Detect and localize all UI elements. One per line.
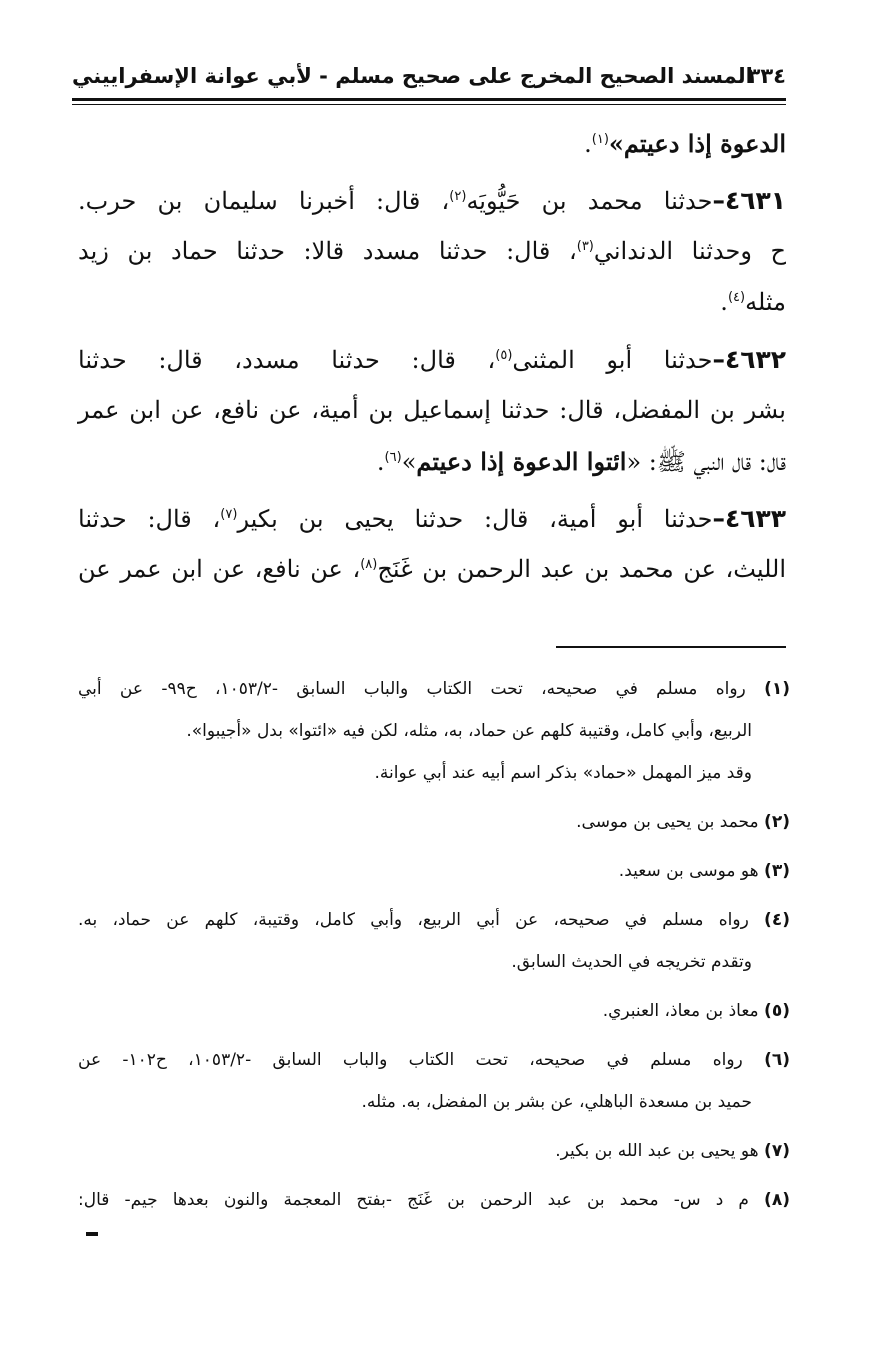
text-fragment: ، قال: أخبرنا سليمان بن حرب.	[78, 187, 450, 215]
footnote-line	[78, 1130, 790, 1172]
footnote-line	[78, 990, 790, 1032]
hadith-4631-line-1	[78, 175, 786, 226]
footnote-line	[78, 1081, 790, 1123]
hadith-4632-line-3	[78, 436, 786, 487]
text-fragment: حدثنا محمد بن حَيُّويَه	[466, 187, 713, 215]
text-fragment: بشر بن المفضل، قال: حدثنا إسماعيل بن أمية، عن نافع، عن ابن عمر	[78, 396, 786, 424]
text-fragment: ، قال: حدثنا	[78, 505, 221, 533]
text-fragment: حدثنا أبو أمية، قال: حدثنا يحيى بن بكير	[237, 505, 713, 533]
footnote-line	[78, 1039, 790, 1081]
footnote-3	[78, 850, 790, 892]
footnote-line	[78, 668, 790, 710]
footnote-text: معاذ بن معاذ، العنبري.	[602, 1001, 759, 1021]
footnote-separator	[556, 646, 786, 648]
footnote-7	[78, 1130, 790, 1172]
header-rule	[72, 98, 786, 101]
prophetic-quote: ائتوا الدعوة إذا دعيتم	[416, 447, 627, 476]
footnote-line	[78, 941, 790, 983]
footnote-text: رواه مسلم في صحيحه، تحت الكتاب والباب السابق -١٠٥٣/٢، ح٩٩- عن أبي	[78, 679, 746, 699]
text-fragment: .	[720, 288, 728, 316]
hadith-number-4631: ٤٦٣١–	[712, 186, 786, 215]
footnote-mark: (٧)	[764, 1141, 790, 1161]
footnote-line	[78, 801, 790, 843]
main-text	[78, 118, 786, 595]
footnote-5	[78, 990, 790, 1032]
hadith-4633-line-2	[78, 544, 786, 595]
page-header	[72, 60, 786, 100]
footnote-mark: (٢)	[764, 812, 790, 832]
footnote-ref-4: (٤)	[727, 290, 746, 305]
text-fragment: مثله	[745, 288, 786, 316]
text-fragment: ، قال: حدثنا مسدد، قال: حدثنا	[78, 346, 496, 374]
footnote-text: محمد بن يحيى بن موسى.	[576, 812, 759, 832]
hadith-4631-line-3	[78, 277, 786, 328]
footnote-line	[78, 1179, 790, 1221]
footnote-text: رواه مسلم في صحيحه، عن أبي الربيع، وأبي كامل، وقتيبة، كلهم عن حماد، به.	[78, 910, 749, 930]
footnote-1	[78, 668, 790, 794]
continuation-mark	[86, 1232, 98, 1236]
footnote-2	[78, 801, 790, 843]
footnote-text: وتقدم تخريجه في الحديث السابق.	[511, 952, 752, 972]
footnote-line	[78, 752, 790, 794]
footnote-mark: (١)	[764, 679, 791, 699]
footnote-text: حميد بن مسعدة الباهلي، عن بشر بن المفضل، به. مثله.	[361, 1092, 752, 1112]
footnote-text: م د س- محمد بن عبد الرحمن بن غَنَج -بفتح المعجمة والنون بعدها جيم- قال:	[78, 1190, 749, 1210]
footnote-ref-7: (٧)	[220, 507, 238, 522]
running-title: المسند الصحيح المخرج على صحيح مسلم - لأبي عوانة الإسفراييني	[72, 64, 753, 88]
footnote-8	[78, 1179, 790, 1221]
header-rule-thin	[72, 104, 786, 105]
footnote-text: رواه مسلم في صحيحه، تحت الكتاب والباب السابق -١٠٥٣/٢، ح١٠٢- عن	[78, 1050, 743, 1070]
footnote-line	[78, 850, 790, 892]
text-fragment: قال: قال النبي ﷺ: «	[626, 448, 786, 476]
footnote-ref-6: (٦)	[384, 450, 402, 465]
hadith-4631-line-2	[78, 226, 786, 277]
footnote-ref-1: (١)	[591, 132, 609, 147]
hadith-number-4633: ٤٦٣٣–	[712, 504, 786, 533]
text-fragment: »	[401, 448, 417, 476]
footnote-6	[78, 1039, 790, 1123]
footnote-line	[78, 710, 790, 752]
text-fragment: ، عن نافع، عن ابن عمر عن	[78, 555, 361, 583]
footnote-mark: (٤)	[764, 910, 790, 930]
footnote-text: هو موسى بن سعيد.	[618, 861, 759, 881]
footnotes	[78, 668, 790, 1228]
text-fragment: ، قال: حدثنا مسدد قالا: حدثنا حماد بن زيد	[78, 237, 577, 265]
text-fragment: الليث، عن محمد بن عبد الرحمن بن غَنَج	[377, 555, 786, 583]
footnote-ref-3: (٣)	[576, 239, 594, 254]
footnote-mark: (٨)	[764, 1190, 790, 1210]
hadith-4633-line-1	[78, 493, 786, 544]
footnote-text: الربيع، وأبي كامل، وقتيبة كلهم عن حماد، به، مثله، لكن فيه «ائتوا» بدل «أجيبوا».	[186, 721, 752, 741]
footnote-text: وقد ميز المهمل «حماد» بذكر اسم أبيه عند أبي عوانة.	[374, 763, 752, 783]
text-fragment: حدثنا أبو المثنى	[512, 346, 713, 374]
hadith-4632-line-2	[78, 385, 786, 436]
footnote-line	[78, 899, 790, 941]
footnote-4	[78, 899, 790, 983]
footnote-ref-8: (٨)	[360, 557, 378, 572]
text-fragment: ح وحدثنا الدنداني	[593, 237, 787, 265]
hadith-4632-line-1	[78, 334, 786, 385]
footnote-mark: (٦)	[764, 1050, 791, 1070]
footnote-ref-5: (٥)	[495, 348, 513, 363]
text-fragment: .	[376, 448, 385, 476]
footnote-mark: (٣)	[764, 861, 790, 881]
text-fragment: .	[584, 130, 592, 158]
page-number: ٣٣٤	[747, 64, 786, 88]
footnote-text: هو يحيى بن عبد الله بن بكير.	[555, 1141, 759, 1161]
hadith-number-4632: ٤٦٣٢–	[712, 345, 787, 374]
text-line-1	[78, 118, 786, 169]
text-fragment: الدعوة إذا دعيتم»	[608, 129, 786, 158]
footnote-mark: (٥)	[764, 1001, 790, 1021]
footnote-ref-2: (٢)	[449, 189, 467, 204]
